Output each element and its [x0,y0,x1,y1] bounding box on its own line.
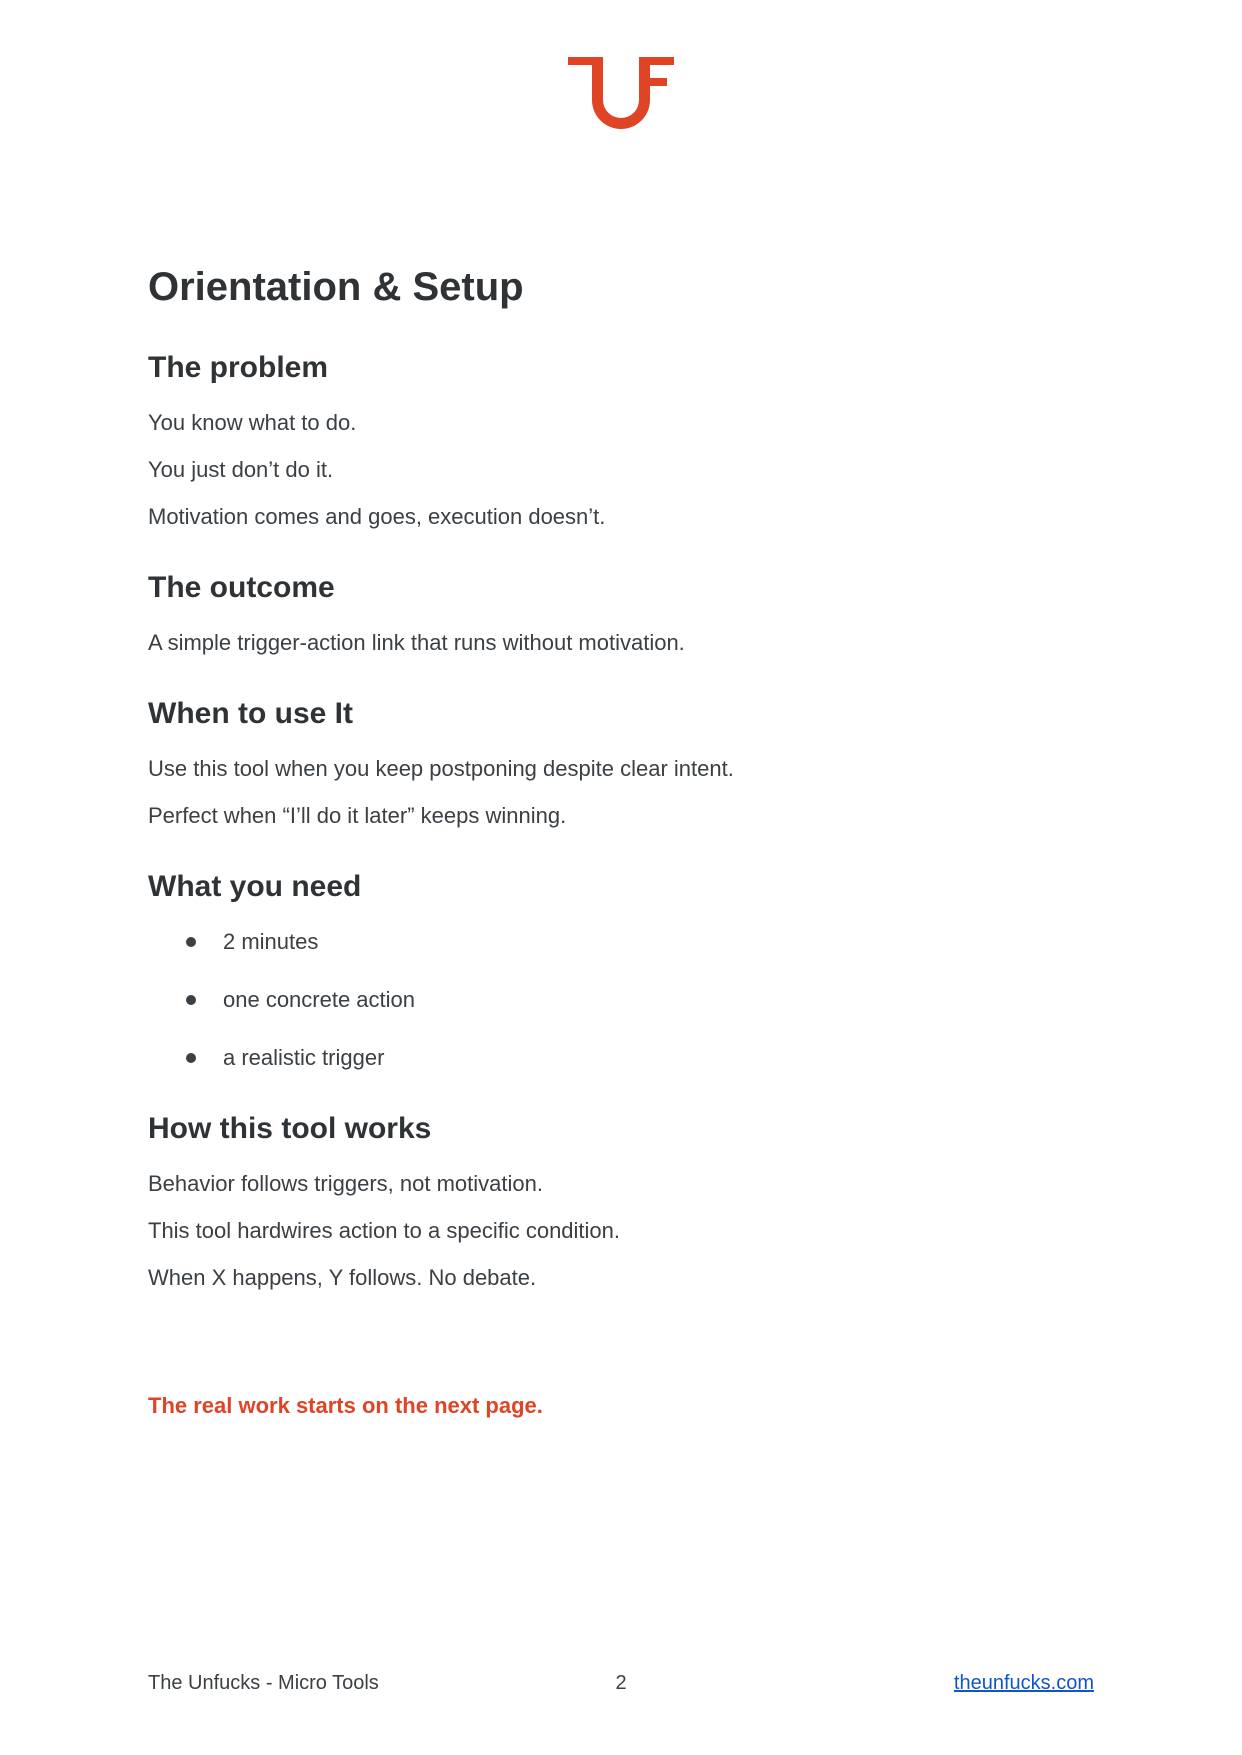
section-the-problem [148,349,1094,531]
section-heading: What you need [148,870,362,903]
footer-doc-title: The Unfucks - Micro Tools [148,1672,379,1694]
paragraph: You just don’t do it. [148,457,334,482]
list-item [148,928,1094,956]
paragraph: Use this tool when you keep postponing despite clear intent. [148,756,734,781]
page-title: Orientation & Setup [148,265,524,309]
footer-website-link[interactable]: theunfucks.com [953,1672,1094,1694]
list-item [148,986,1094,1014]
section-how-this-tool-works [148,1110,1094,1292]
page-footer [148,1670,1094,1696]
logo-t-bar-shape [568,57,595,65]
logo-f-mid-bar-shape [650,78,667,86]
page-number: 2 [615,1672,627,1694]
paragraph: This tool hardwires action to a specific condition. [148,1218,621,1243]
bullet-dot-icon [186,937,196,947]
section-heading: How this tool works [148,1112,432,1145]
tuf-logo-icon [568,57,674,129]
logo-f-top-bar-shape [650,57,674,65]
paragraph: Behavior follows triggers, not motivation. [148,1171,543,1196]
section-what-you-need [148,868,1094,1072]
logo-u-shape [592,57,650,129]
section-the-outcome [148,569,1094,657]
list-item [148,1044,1094,1072]
section-heading: The problem [148,351,329,384]
section-when-to-use-it [148,695,1094,830]
paragraph: Perfect when “I’ll do it later” keeps winning. [148,803,567,828]
paragraph: When X happens, Y follows. No debate. [148,1265,537,1290]
list-item-label: a realistic trigger [223,1045,385,1070]
bullet-dot-icon [186,1053,196,1063]
paragraph: You know what to do. [148,410,357,435]
list-item-label: one concrete action [223,987,416,1012]
callout-text: The real work starts on the next page. [148,1393,543,1418]
section-heading: When to use It [148,697,353,730]
bullet-dot-icon [186,995,196,1005]
bullet-list [148,928,1094,1072]
list-item-label: 2 minutes [223,929,319,954]
paragraph: A simple trigger-action link that runs without motivation. [148,630,685,655]
section-heading: The outcome [148,571,335,604]
paragraph: Motivation comes and goes, execution doesn’t. [148,504,606,529]
